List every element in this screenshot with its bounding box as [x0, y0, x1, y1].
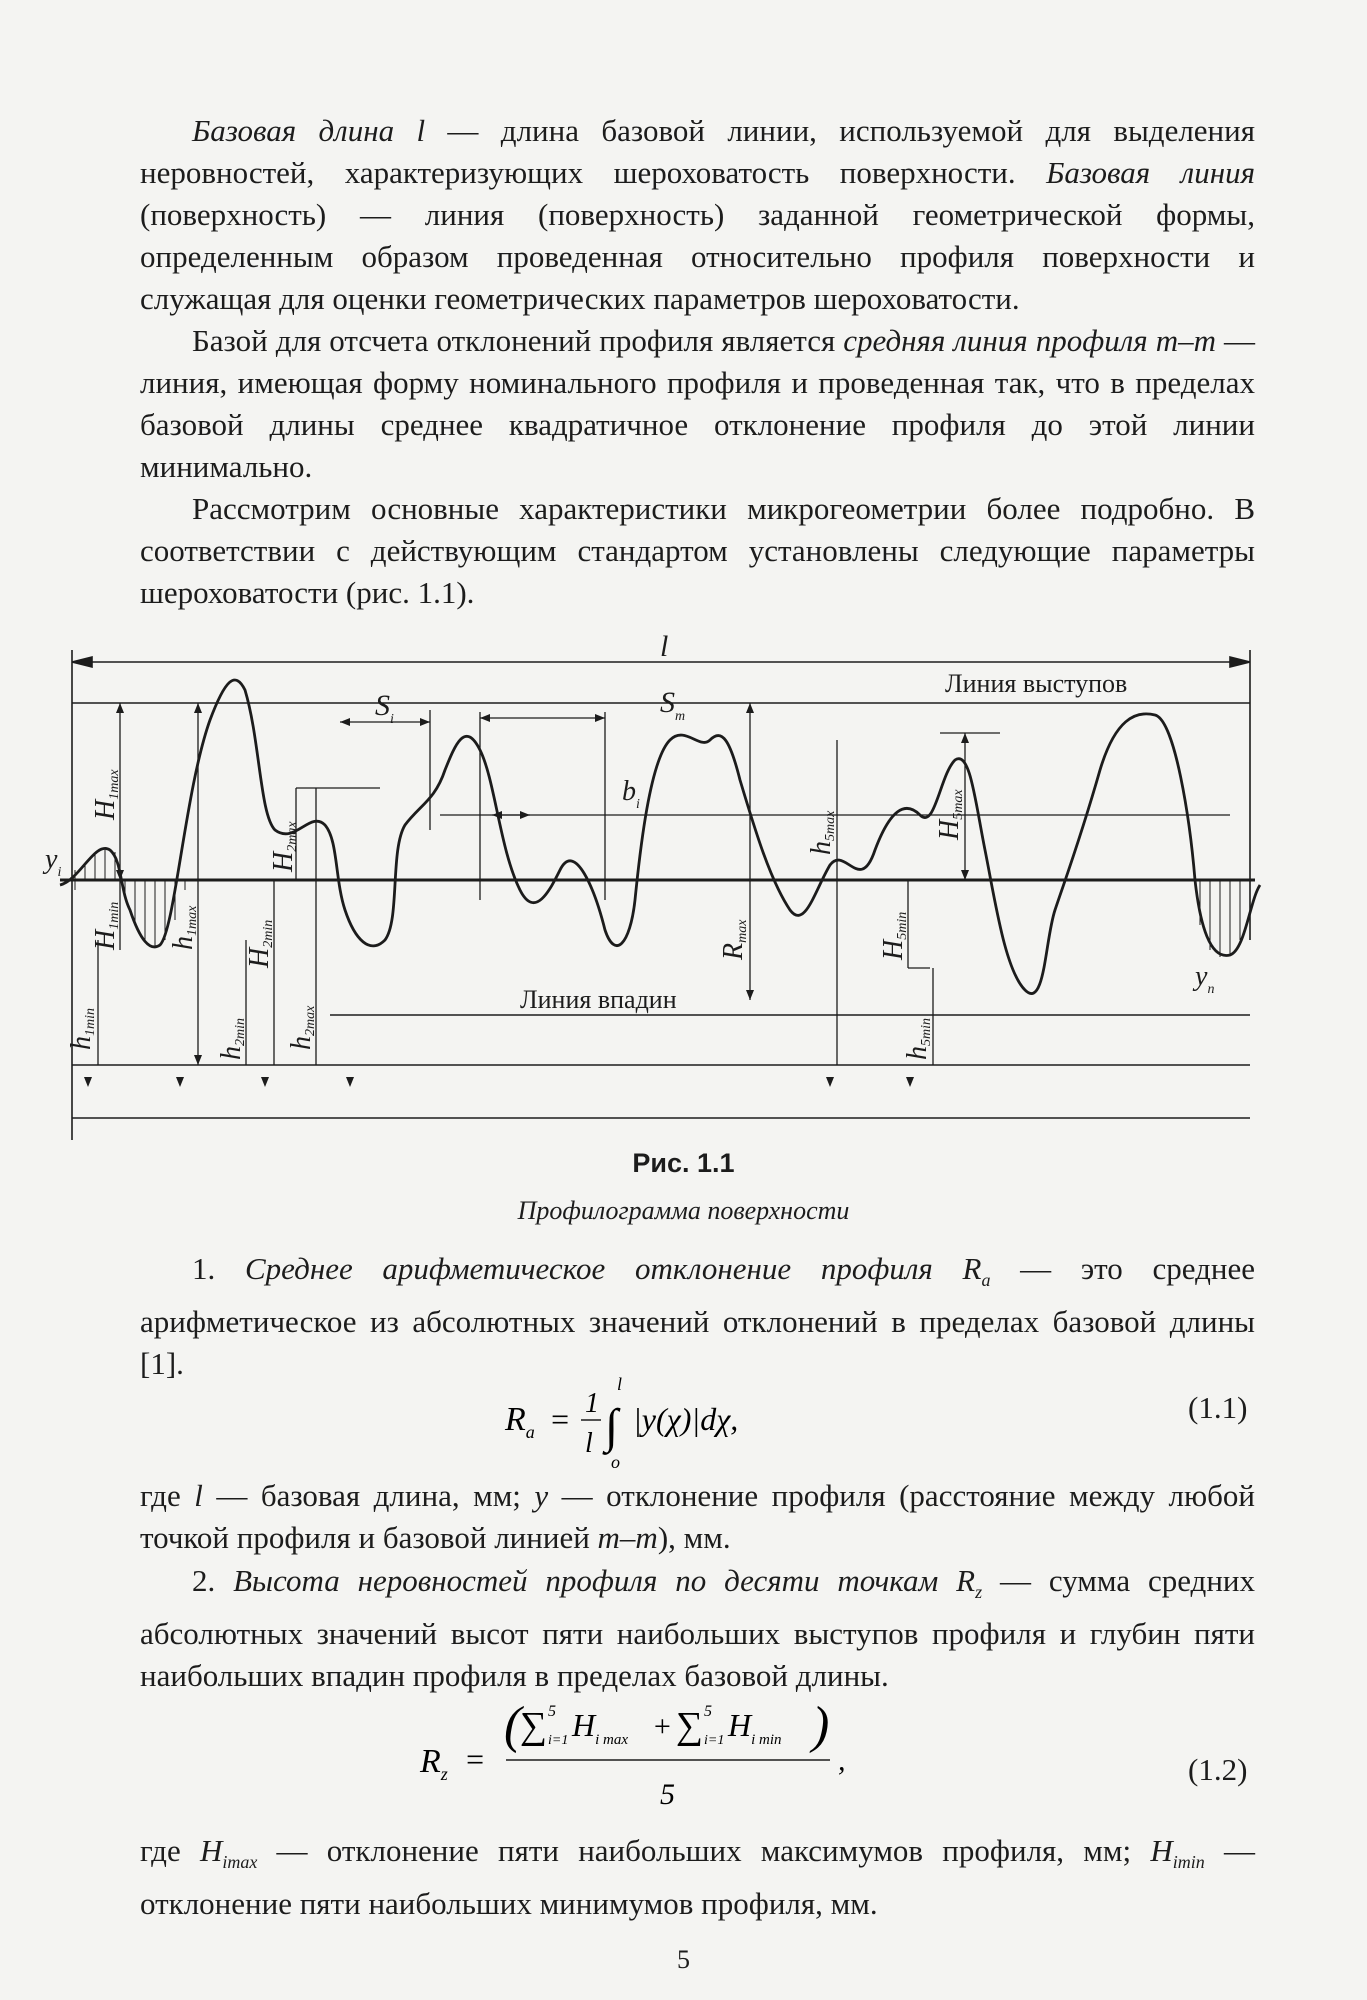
text-span: — базовая длина, мм;: [202, 1478, 535, 1513]
eq2-term-a-sub: i max: [595, 1732, 629, 1748]
label-si: [375, 689, 394, 727]
label-yi-main: y: [45, 844, 58, 875]
paragraph-ra-where: [140, 1475, 1255, 1559]
eq2-term-a-main: H: [572, 1707, 596, 1743]
label-h5max: [806, 810, 838, 855]
var-l: l: [194, 1478, 203, 1513]
eq2-equals: =: [464, 1741, 486, 1777]
arrow-head: [72, 657, 92, 667]
label-H5min-main: H: [878, 939, 909, 960]
label-h1max-sub: 1max: [185, 905, 200, 936]
equation-rz-svg: [420, 1697, 860, 1830]
text-span: ), мм.: [657, 1520, 731, 1555]
label-h2max: [286, 1005, 318, 1050]
label-H1max: [90, 769, 122, 821]
label-H5max-main: H: [934, 819, 965, 840]
equation-ra: [505, 1368, 805, 1486]
paragraph-mean-line: [140, 320, 1255, 488]
equation-number-1: (1.1): [1188, 1390, 1248, 1425]
term-ra-text: Среднее арифметическое отклонение профиля R: [244, 1251, 982, 1286]
eq2-comma: ,: [838, 1744, 846, 1777]
label-h5min: [902, 1018, 934, 1060]
paragraph-parameters-intro: [140, 488, 1255, 614]
label-h2max-main: h: [286, 1036, 317, 1050]
text-span: Базой для отсчета отклонений профиля является: [192, 323, 844, 358]
label-bi: [622, 776, 640, 812]
eq1-lhs-sub: a: [525, 1422, 535, 1442]
eq1-frac-den: l: [585, 1428, 593, 1459]
var-hmax-sub: imax: [222, 1852, 258, 1873]
text-span: — длина базовой линии, используемой для выделения неровностей, характеризующих шероховатость поверхности.: [140, 113, 1255, 190]
eq1-integral: ∫: [605, 1400, 619, 1453]
eq1-frac-num: 1: [585, 1388, 599, 1419]
label-H1min: [90, 902, 122, 951]
text-span: где: [140, 1478, 195, 1513]
label-h1max: [168, 905, 200, 950]
eq1-lower: o: [611, 1452, 620, 1472]
label-Rmax-sub: max: [735, 919, 750, 943]
eq2-den: 5: [660, 1778, 675, 1811]
label-yn-main: y: [1195, 961, 1208, 992]
equation-ra-svg: [505, 1368, 805, 1478]
paragraph-base-length: [140, 110, 1255, 320]
label-yi-sub: i: [57, 865, 62, 880]
label-si-sub: i: [390, 712, 394, 727]
label-H2min: [244, 920, 276, 969]
term-rz: [233, 1563, 983, 1603]
label-yn: [1192, 961, 1214, 997]
eq1-equals: =: [549, 1401, 571, 1437]
figure-title: Рис. 1.1: [632, 1148, 735, 1178]
text-span: — это среднее арифметическое из абсолютных значений отклонений в пределах базовой длины [1].: [140, 1251, 1256, 1382]
label-H2min-main: H: [244, 947, 275, 968]
term-mean-line: средняя линия профиля m–m: [843, 323, 1216, 358]
label-h2min: [216, 1018, 248, 1060]
label-h5min-sub: 5min: [919, 1018, 934, 1046]
label-h1max-main: h: [168, 936, 199, 950]
term-base-length: Базовая длина l: [192, 113, 426, 148]
var-mm: m–m: [597, 1520, 658, 1555]
label-sm-sub: m: [675, 709, 686, 724]
item-number: 1.: [192, 1251, 245, 1286]
term-ra: [244, 1251, 991, 1291]
eq2-sum-b: ∑: [676, 1705, 704, 1747]
label-h2max-sub: 2max: [303, 1005, 318, 1036]
label-H2max-main: H: [268, 851, 299, 872]
item-number: 2.: [192, 1563, 234, 1598]
text-span: — отклонение профиля (расстояние между любой точкой профиля и базовой линией: [140, 1478, 1256, 1555]
eq1-lhs-main: R: [505, 1401, 526, 1438]
text-span: где: [140, 1833, 200, 1868]
eq2-plus: +: [652, 1710, 673, 1743]
figure-subtitle: Профилограмма поверхности: [517, 1196, 850, 1225]
label-si-main: S: [375, 689, 390, 722]
label-h5max-sub: 5max: [823, 810, 838, 841]
eq2-sum-a-upper: 5: [548, 1703, 556, 1720]
arrow-head: [1230, 657, 1250, 667]
var-hmin-sub: imin: [1172, 1852, 1205, 1873]
eq1-body: |y(χ)|dχ,: [633, 1401, 739, 1437]
label-H1min-sub: 1min: [107, 901, 122, 930]
text-span: — сумма средних абсолютных значений высот пяти наибольших выступов профиля и глубин пяти наибольших впадин профиля в пределах базовой длины.: [140, 1563, 1256, 1694]
eq2-sum-a: ∑: [520, 1705, 548, 1747]
var-hmax: [199, 1833, 258, 1873]
paragraph-ra: [140, 1248, 1255, 1385]
label-h1min-main: h: [66, 1036, 97, 1050]
term-rz-text: Высота неровностей профиля по десяти точкам R: [233, 1563, 976, 1598]
profilogram-figure: [45, 630, 1260, 1130]
label-h2min-main: h: [216, 1046, 247, 1060]
eq2-sum-a-lower: i=1: [548, 1733, 569, 1748]
label-H2max-sub: 2max: [285, 821, 300, 852]
label-H2min-sub: 2min: [261, 919, 276, 948]
label-h1min-sub: 1min: [83, 1008, 98, 1036]
eq2-lhs: [419, 1743, 448, 1784]
label-h5max-main: h: [806, 841, 837, 855]
label-H5min-sub: 5min: [895, 911, 910, 940]
label-H1max-main: H: [90, 799, 121, 820]
text-span: Рассмотрим основные характеристики микрогеометрии более подробно. В соответствии с действующим стандартом установлены следующие параметры шероховатости (рис. 1.1).: [140, 491, 1255, 610]
label-yi: [42, 844, 61, 880]
label-sm: [660, 686, 685, 724]
label-H1max-sub: 1max: [107, 769, 122, 800]
eq2-term-b: [727, 1707, 782, 1748]
label-Rmax-main: R: [718, 942, 749, 960]
eq1-lhs: [504, 1401, 535, 1442]
label-sm-main: S: [660, 686, 675, 719]
profile-curve: [60, 680, 1260, 994]
eq2-term-b-sub: i min: [751, 1732, 782, 1748]
term-base-line: Базовая линия: [1046, 155, 1255, 190]
page-number: 5: [677, 1945, 690, 1974]
label-h2min-sub: 2min: [233, 1018, 248, 1046]
paragraph-rz: [140, 1560, 1255, 1697]
eq2-paren-open: (: [504, 1697, 522, 1754]
var-hmin-main: H: [1150, 1833, 1173, 1868]
eq2-term-a: [571, 1707, 628, 1748]
eq2-term-b-main: H: [728, 1707, 752, 1743]
equation-number-2: (1.2): [1188, 1752, 1248, 1787]
arrow-heads: [84, 703, 969, 1087]
term-ra-sub: a: [981, 1270, 991, 1291]
text-span: — отклонение пяти наибольших максимумов профиля, мм;: [257, 1833, 1151, 1868]
label-bi-sub: i: [636, 797, 640, 812]
label-h1min: [66, 1008, 98, 1050]
paragraph-rz-where: [140, 1830, 1255, 1925]
var-y: y: [534, 1478, 549, 1513]
label-H5max-sub: 5max: [951, 789, 966, 820]
label-H1min-main: H: [90, 929, 121, 950]
label-peaks-line: Линия выступов: [945, 669, 1128, 698]
label-h5min-main: h: [902, 1046, 933, 1060]
label-bi-main: b: [622, 776, 636, 807]
text-span: — линия, имеющая форму номинального профиля и проведенная так, что в пределах базовой длины среднее квадратичное отклонение профиля до этой линии минимально.: [140, 323, 1255, 484]
eq2-sum-b-lower: i=1: [704, 1733, 725, 1748]
eq2-sum-b-upper: 5: [704, 1703, 712, 1720]
eq1-upper: l: [617, 1374, 623, 1394]
label-valleys-line: Линия впадин: [520, 985, 677, 1014]
label-H5min: [878, 912, 910, 961]
hatch-right: [1200, 880, 1250, 957]
label-yn-sub: n: [1207, 982, 1215, 997]
term-rz-sub: z: [975, 1582, 983, 1603]
label-l: l: [660, 630, 669, 663]
label-Rmax: [718, 919, 750, 961]
var-hmax-main: H: [199, 1833, 223, 1868]
text-span: — отклонение пяти наибольших минимумов профиля, мм.: [140, 1833, 1256, 1922]
equation-rz: [420, 1697, 860, 1838]
var-hmin: [1150, 1833, 1205, 1873]
eq2-lhs-main: R: [420, 1743, 441, 1780]
eq2-lhs-sub: z: [440, 1764, 448, 1784]
eq2-paren-close: ): [812, 1697, 830, 1754]
text-span: (поверхность) — линия (поверхность) заданной геометрической формы, определенным образом проведенная относительно профиля поверхности и служащая для оценки геометрических параметров шероховатости.: [140, 197, 1255, 316]
